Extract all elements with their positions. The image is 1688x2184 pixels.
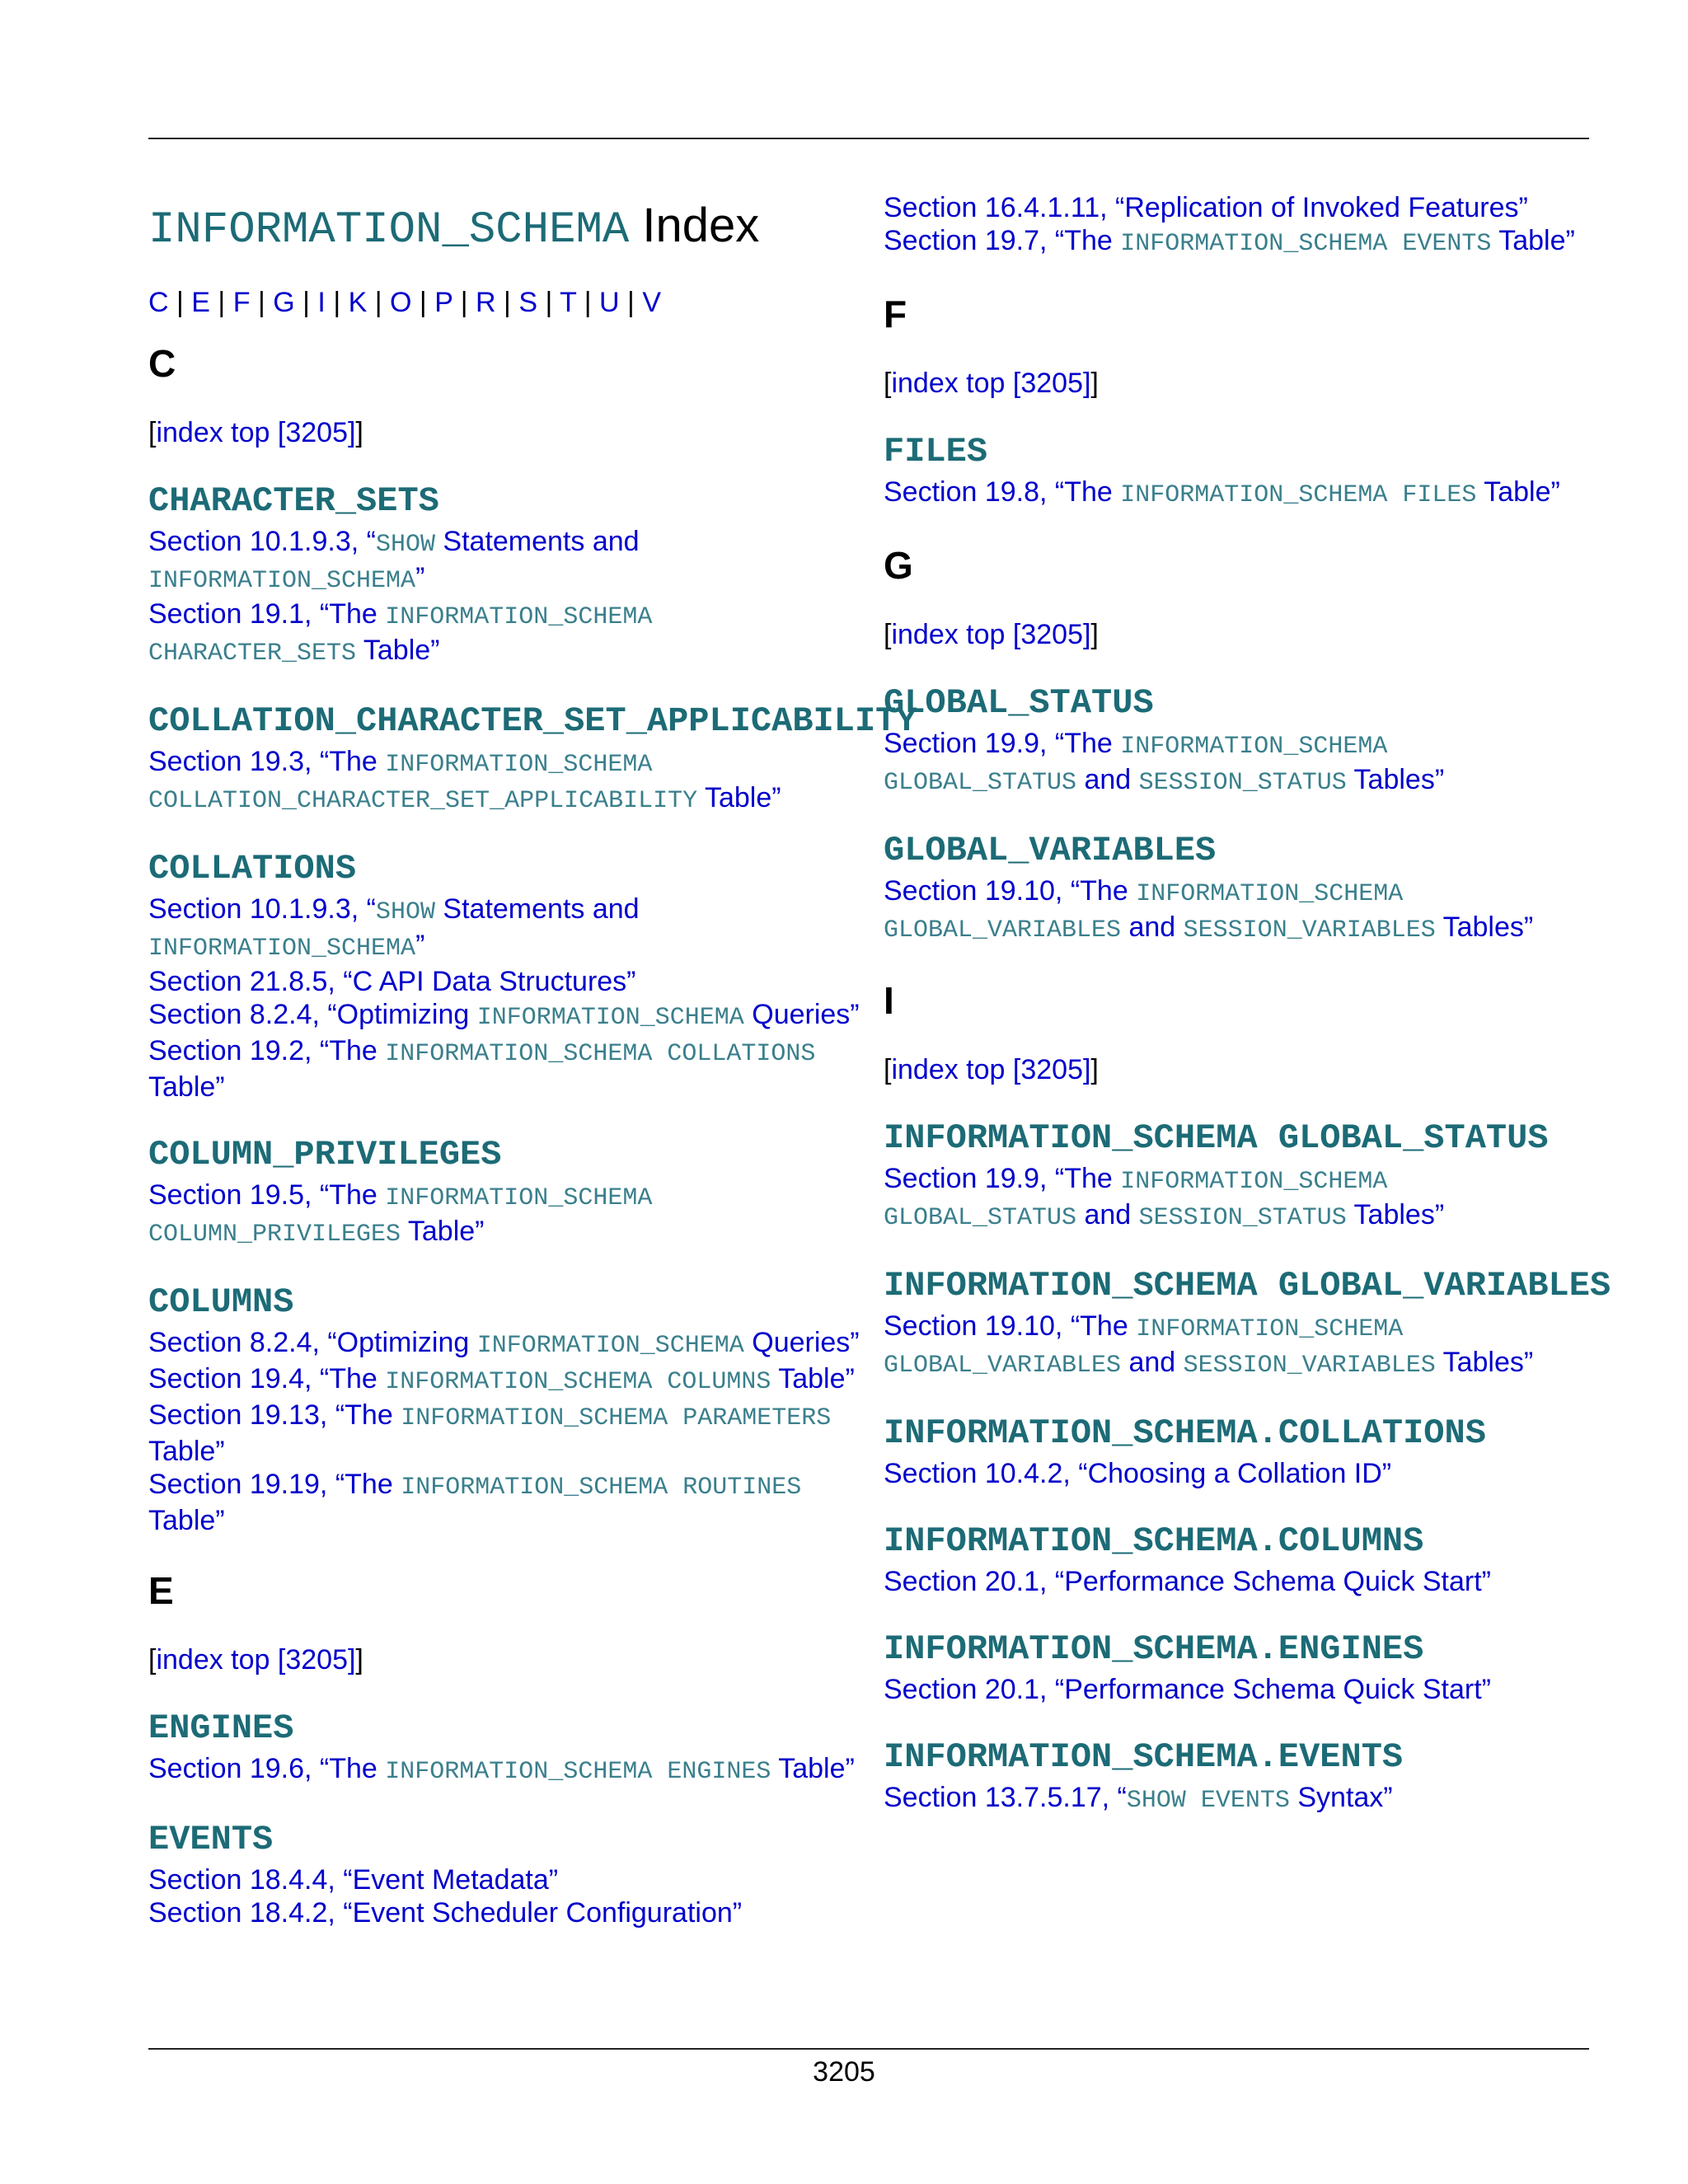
index-entry xyxy=(884,1410,1592,1490)
reference-text: Table” xyxy=(356,635,440,666)
index-entry xyxy=(148,1132,874,1251)
reference-text: Table” xyxy=(148,1505,225,1536)
index-section-f xyxy=(884,288,1592,512)
reference-text: Statements and xyxy=(434,893,640,925)
reference-text: Table” xyxy=(771,1753,855,1784)
index-reference-link[interactable] xyxy=(884,1310,1592,1382)
index-term-information-schema-engines: INFORMATION_SCHEMA.ENGINES xyxy=(884,1629,1424,1669)
reference-text: Syntax” xyxy=(1289,1782,1393,1813)
index-reference-link[interactable] xyxy=(148,1034,874,1104)
reference-text: Section 10.1.9.3, “ xyxy=(148,893,376,925)
reference-text: Table” xyxy=(1476,476,1560,508)
reference-text: Section 19.9, “The xyxy=(884,728,1121,759)
nav-letter-s[interactable]: S xyxy=(518,287,538,318)
code-literal: INFORMATION_SCHEMA COLLATION_CHARACTER_SET_APPLICABILITY xyxy=(148,751,698,815)
index-reference-link[interactable] xyxy=(148,1179,874,1251)
bracket: ] xyxy=(1090,619,1099,650)
nav-separator: | xyxy=(294,287,318,318)
reference-text: Queries” xyxy=(743,999,860,1030)
code-literal: SHOW xyxy=(375,898,435,926)
nav-separator: | xyxy=(250,287,274,318)
index-reference-link[interactable] xyxy=(884,727,1592,799)
index-reference-link[interactable] xyxy=(884,224,1592,260)
index-term-collations: COLLATIONS xyxy=(148,849,357,888)
page-title-code: INFORMATION_SCHEMA xyxy=(148,205,630,255)
reference-text: Table” xyxy=(148,1071,225,1103)
reference-text: Section 19.5, “The xyxy=(148,1179,386,1211)
index-term-engines: ENGINES xyxy=(148,1708,294,1748)
index-entry xyxy=(148,1279,874,1537)
left-index-sections xyxy=(148,338,917,1929)
reference-text: Section 20.1, “Performance Schema Quick Start” xyxy=(884,1674,1491,1705)
index-top-link[interactable]: index top [3205] xyxy=(891,368,1091,399)
index-reference-link[interactable] xyxy=(148,525,874,598)
code-literal: INFORMATION_SCHEMA FILES xyxy=(1120,481,1477,509)
reference-text: Table” xyxy=(771,1363,855,1394)
index-reference-link[interactable] xyxy=(148,893,874,965)
index-term-files: FILES xyxy=(884,432,988,471)
index-term-information-schema-global-status: INFORMATION_SCHEMA GLOBAL_STATUS xyxy=(884,1118,1549,1158)
reference-text: Table” xyxy=(401,1216,485,1247)
index-top-link[interactable]: index top [3205] xyxy=(891,619,1091,650)
nav-separator: | xyxy=(619,287,643,318)
reference-text: Section 19.10, “The xyxy=(884,1310,1137,1342)
letter-heading: I xyxy=(884,979,894,1022)
index-reference-link[interactable] xyxy=(884,1565,1592,1598)
code-literal: INFORMATION_SCHEMA PARAMETERS xyxy=(401,1404,832,1432)
index-term-global-status: GLOBAL_STATUS xyxy=(884,683,1154,723)
reference-text: Section 19.2, “The xyxy=(148,1035,386,1066)
continued-entry xyxy=(884,191,1592,260)
index-term-global-variables: GLOBAL_VARIABLES xyxy=(884,831,1217,870)
reference-text: Section 19.10, “The xyxy=(884,875,1137,907)
index-top-link[interactable]: index top [3205] xyxy=(156,417,356,448)
code-literal: SESSION_VARIABLES xyxy=(1183,1352,1436,1380)
nav-letter-t[interactable]: T xyxy=(560,287,577,318)
code-literal: INFORMATION_SCHEMA xyxy=(476,1004,744,1032)
index-term-column-privileges: COLUMN_PRIVILEGES xyxy=(148,1135,502,1174)
index-top-line xyxy=(148,414,874,452)
index-entry xyxy=(884,1626,1592,1706)
index-section-c xyxy=(148,338,917,1537)
code-literal: SHOW xyxy=(375,531,435,559)
index-top-line xyxy=(884,364,1592,402)
reference-text: Tables” xyxy=(1435,1347,1534,1378)
reference-text: and xyxy=(1121,912,1184,943)
index-reference-link[interactable] xyxy=(148,1896,874,1929)
index-reference-link[interactable] xyxy=(884,191,1592,224)
index-reference-link[interactable] xyxy=(884,1673,1592,1706)
nav-letter-f[interactable]: F xyxy=(232,287,251,318)
index-term-columns: COLUMNS xyxy=(148,1282,294,1322)
reference-text: Section 19.13, “The xyxy=(148,1399,401,1431)
header-rule xyxy=(148,138,1589,139)
code-literal: INFORMATION_SCHEMA xyxy=(476,1332,744,1360)
code-literal: INFORMATION_SCHEMA xyxy=(148,935,416,963)
index-term-collation-character-set-applicability: COLLATION_CHARACTER_SET_APPLICABILITY xyxy=(148,701,917,741)
reference-text: Section 19.6, “The xyxy=(148,1753,386,1784)
letter-heading: E xyxy=(148,1569,174,1612)
reference-text: Section 19.19, “The xyxy=(148,1469,401,1500)
index-entry xyxy=(884,827,1592,947)
index-section-g xyxy=(884,540,1592,947)
reference-text: Queries” xyxy=(743,1327,860,1358)
index-entry xyxy=(148,698,917,818)
index-entry xyxy=(148,1705,874,1788)
nav-letter-p[interactable]: P xyxy=(434,287,453,318)
index-reference-link[interactable] xyxy=(148,998,874,1034)
footer-rule xyxy=(148,2048,1589,2050)
left-column xyxy=(148,191,917,1957)
index-top-link[interactable]: index top [3205] xyxy=(156,1644,356,1675)
index-reference-link[interactable] xyxy=(148,1326,874,1362)
reference-text: Section 8.2.4, “Optimizing xyxy=(148,1327,477,1358)
index-term-information-schema-collations: INFORMATION_SCHEMA.COLLATIONS xyxy=(884,1413,1486,1453)
reference-text: Section 21.8.5, “C API Data Structures” xyxy=(148,966,636,997)
code-literal: INFORMATION_SCHEMA ENGINES xyxy=(385,1758,771,1786)
reference-text: Section 18.4.4, “Event Metadata” xyxy=(148,1864,559,1896)
bracket: [ xyxy=(148,1644,157,1675)
nav-letter-k[interactable]: K xyxy=(348,287,368,318)
index-term-events: EVENTS xyxy=(148,1820,274,1859)
code-literal: INFORMATION_SCHEMA ROUTINES xyxy=(401,1474,802,1502)
bracket: [ xyxy=(884,1054,892,1085)
index-reference-link[interactable] xyxy=(148,965,874,998)
code-literal: SHOW EVENTS xyxy=(1126,1787,1290,1815)
index-entry xyxy=(148,1816,874,1929)
reference-text: Section 16.4.1.11, “Replication of Invoked Features” xyxy=(884,192,1528,223)
page-number: 3205 xyxy=(813,2056,875,2088)
reference-text: Section 19.8, “The xyxy=(884,476,1121,508)
reference-text: and xyxy=(1076,764,1139,795)
reference-text: ” xyxy=(415,930,425,961)
code-literal: INFORMATION_SCHEMA GLOBAL_STATUS xyxy=(884,733,1388,797)
index-reference-link[interactable] xyxy=(148,1863,874,1896)
nav-letter-g[interactable]: G xyxy=(273,287,295,318)
code-literal: SESSION_STATUS xyxy=(1138,1204,1347,1232)
bracket: [ xyxy=(884,368,892,399)
index-reference-link[interactable] xyxy=(148,598,874,670)
nav-separator: | xyxy=(576,287,600,318)
index-term-information-schema-columns: INFORMATION_SCHEMA.COLUMNS xyxy=(884,1521,1424,1561)
code-literal: INFORMATION_SCHEMA COLUMNS xyxy=(385,1368,771,1396)
reference-text: Table” xyxy=(148,1436,225,1467)
nav-separator: | xyxy=(367,287,391,318)
reference-text: Section 19.7, “The xyxy=(884,225,1121,256)
reference-text: Tables” xyxy=(1435,912,1534,943)
nav-letter-r[interactable]: R xyxy=(476,287,496,318)
index-entry xyxy=(148,846,874,1104)
reference-text: Section 8.2.4, “Optimizing xyxy=(148,999,477,1030)
bracket: [ xyxy=(884,619,892,650)
index-reference-link[interactable] xyxy=(884,1457,1592,1490)
code-literal: INFORMATION_SCHEMA GLOBAL_VARIABLES xyxy=(884,1315,1404,1380)
code-literal: INFORMATION_SCHEMA xyxy=(148,567,416,595)
index-entry xyxy=(884,1263,1611,1382)
code-literal: INFORMATION_SCHEMA COLLATIONS xyxy=(385,1040,816,1068)
reference-text: Section 13.7.5.17, “ xyxy=(884,1782,1127,1813)
reference-text: and xyxy=(1121,1347,1184,1378)
bracket: ] xyxy=(355,1644,363,1675)
reference-text: Table” xyxy=(697,782,781,813)
index-reference-link[interactable] xyxy=(884,476,1592,512)
bracket: ] xyxy=(1090,1054,1099,1085)
reference-text: Table” xyxy=(1491,225,1575,256)
index-reference-link[interactable] xyxy=(148,1468,874,1537)
index-section-e xyxy=(148,1565,874,1929)
nav-letter-c[interactable]: C xyxy=(148,287,169,318)
nav-letter-v[interactable]: V xyxy=(642,287,662,318)
index-term-information-schema-global-variables: INFORMATION_SCHEMA GLOBAL_VARIABLES xyxy=(884,1266,1611,1305)
letter-heading: F xyxy=(884,293,907,335)
index-term-information-schema-events: INFORMATION_SCHEMA.EVENTS xyxy=(884,1737,1404,1777)
index-reference-link[interactable] xyxy=(884,1781,1592,1817)
bracket: ] xyxy=(355,417,363,448)
nav-separator: | xyxy=(325,287,349,318)
code-literal: INFORMATION_SCHEMA GLOBAL_STATUS xyxy=(884,1168,1388,1232)
nav-separator: | xyxy=(209,287,233,318)
index-top-line xyxy=(148,1641,874,1679)
reference-text: Tables” xyxy=(1346,764,1445,795)
reference-text: Statements and xyxy=(434,526,640,557)
reference-text: Tables” xyxy=(1346,1199,1445,1230)
bracket: ] xyxy=(1090,368,1099,399)
index-entry xyxy=(884,1115,1592,1235)
nav-letter-o[interactable]: O xyxy=(390,287,412,318)
code-literal: SESSION_STATUS xyxy=(1138,769,1347,797)
index-section-i xyxy=(884,975,1611,1817)
reference-text: Section 19.4, “The xyxy=(148,1363,386,1394)
code-literal: SESSION_VARIABLES xyxy=(1183,916,1436,944)
right-index-sections xyxy=(884,288,1611,1817)
code-literal: INFORMATION_SCHEMA EVENTS xyxy=(1120,230,1492,258)
index-reference-link[interactable] xyxy=(148,1399,874,1468)
index-reference-link[interactable] xyxy=(148,745,874,818)
bracket: [ xyxy=(148,417,157,448)
nav-separator: | xyxy=(411,287,435,318)
reference-text: ” xyxy=(415,562,425,593)
nav-letter-i[interactable]: I xyxy=(317,287,326,318)
index-top-link[interactable]: index top [3205] xyxy=(891,1054,1091,1085)
reference-text: Section 19.9, “The xyxy=(884,1163,1121,1194)
page-title xyxy=(148,191,874,265)
reference-text: Section 19.3, “The xyxy=(148,746,386,777)
index-entry xyxy=(148,478,874,670)
nav-letter-e[interactable]: E xyxy=(191,287,210,318)
nav-separator: | xyxy=(495,287,519,318)
index-reference-link[interactable] xyxy=(884,1162,1592,1235)
letter-heading: G xyxy=(884,544,913,587)
index-entry xyxy=(884,680,1592,799)
reference-text: Section 18.4.2, “Event Scheduler Configuration” xyxy=(148,1897,743,1929)
letter-navigation xyxy=(148,284,874,321)
index-term-character-sets: CHARACTER_SETS xyxy=(148,481,439,521)
reference-text: Section 10.4.2, “Choosing a Collation ID” xyxy=(884,1458,1392,1489)
index-reference-link[interactable] xyxy=(148,1752,874,1788)
index-top-line xyxy=(884,1051,1592,1089)
code-literal: INFORMATION_SCHEMA GLOBAL_VARIABLES xyxy=(884,880,1404,944)
reference-text: Section 19.1, “The xyxy=(148,598,386,630)
index-entry xyxy=(884,429,1592,512)
right-column xyxy=(884,191,1611,1845)
reference-text: and xyxy=(1076,1199,1139,1230)
page-title-text: Index xyxy=(642,199,760,252)
nav-separator: | xyxy=(537,287,560,318)
index-reference-link[interactable] xyxy=(884,874,1592,947)
index-top-line xyxy=(884,616,1592,654)
nav-separator: | xyxy=(452,287,476,318)
code-literal: INFORMATION_SCHEMA COLUMN_PRIVILEGES xyxy=(148,1184,653,1249)
code-literal: INFORMATION_SCHEMA CHARACTER_SETS xyxy=(148,603,653,668)
letter-heading: C xyxy=(148,342,176,385)
index-entry xyxy=(884,1734,1592,1817)
nav-letter-u[interactable]: U xyxy=(599,287,620,318)
reference-text: Section 20.1, “Performance Schema Quick Start” xyxy=(884,1566,1491,1597)
nav-separator: | xyxy=(168,287,192,318)
index-reference-link[interactable] xyxy=(148,1362,874,1399)
index-entry xyxy=(884,1518,1592,1598)
reference-text: Section 10.1.9.3, “ xyxy=(148,526,376,557)
